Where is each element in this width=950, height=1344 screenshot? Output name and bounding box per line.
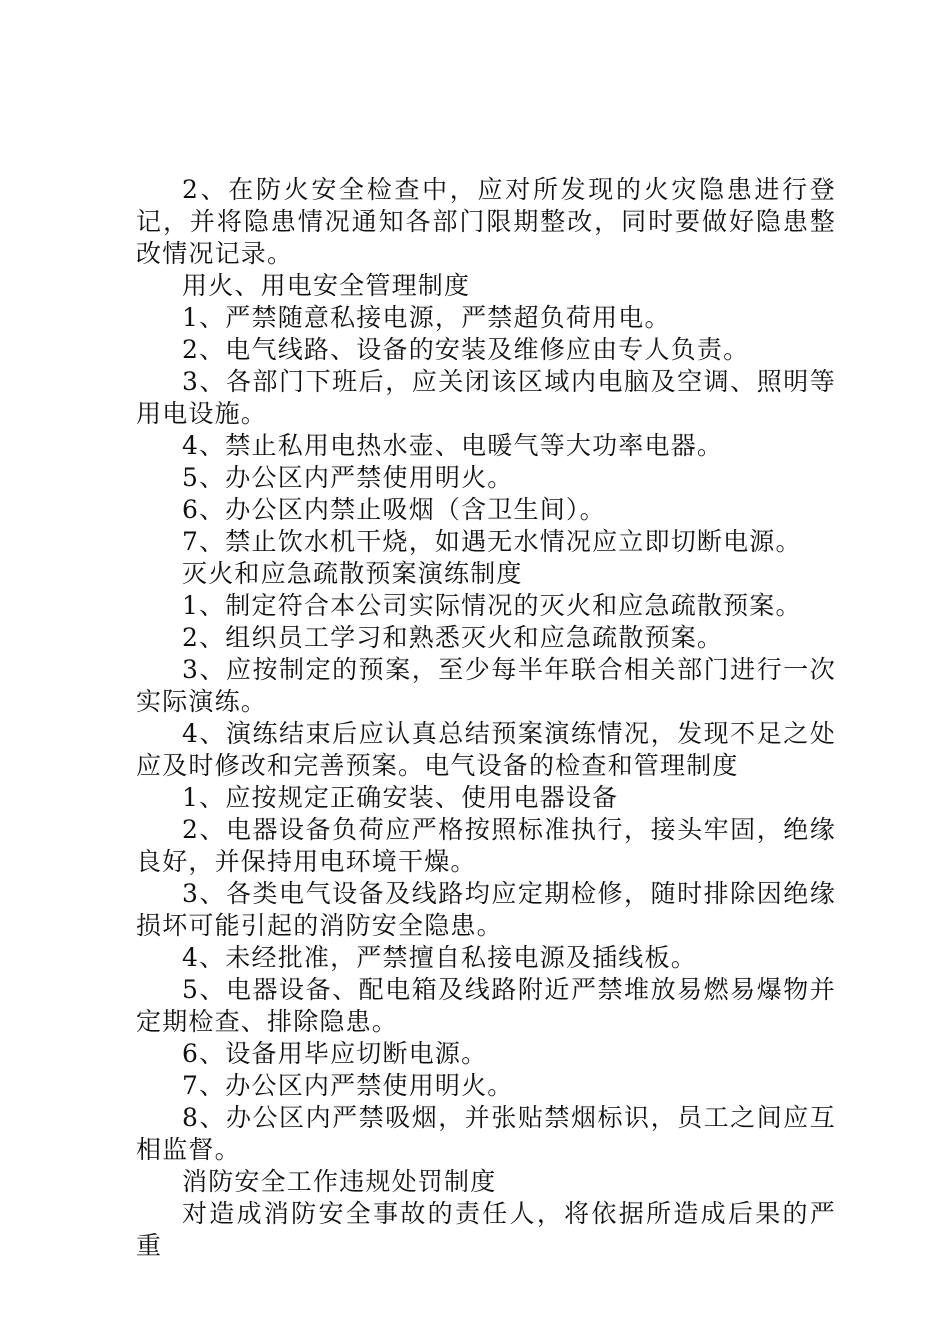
paragraph: 7、禁止饮水机干烧，如遇无水情况应立即切断电源。 [182, 527, 802, 556]
paragraph: 5、办公区内严禁使用明火。 [182, 463, 514, 492]
paragraph: 2、电气线路、设备的安装及维修应由专人负责。 [182, 335, 750, 364]
paragraph: 1、制定符合本公司实际情况的灭火和应急疏散预案。 [182, 591, 802, 620]
paragraph: 1、严禁随意私接电源，严禁超负荷用电。 [182, 303, 671, 332]
paragraph: 8、办公区内严禁吸烟，并张贴禁烟标识，员工之间应互相监督。 [136, 1103, 836, 1164]
paragraph: 3、各类电气设备及线路均应定期检修，随时排除因绝缘损坏可能引起的消防安全隐患。 [136, 879, 836, 940]
paragraph: 4、演练结束后应认真总结预案演练情况，发现不足之处应及时修改和完善预案。电气设备的检查和管理制度 [136, 719, 836, 780]
paragraph: 对造成消防安全事故的责任人，将依据所造成后果的严重 [136, 1199, 836, 1260]
paragraph: 1、应按规定正确安装、使用电器设备 [182, 783, 619, 812]
paragraph: 4、禁止私用电热水壶、电暖气等大功率电器。 [182, 431, 724, 460]
paragraph: 3、各部门下班后，应关闭该区域内电脑及空调、照明等用电设施。 [136, 367, 836, 428]
paragraph: 6、设备用毕应切断电源。 [182, 1039, 488, 1068]
paragraph: 7、办公区内严禁使用明火。 [182, 1071, 514, 1100]
document-body [136, 174, 836, 1262]
paragraph: 3、应按制定的预案，至少每半年联合相关部门进行一次实际演练。 [136, 655, 836, 716]
section-heading: 灭火和应急疏散预案演练制度 [182, 559, 523, 588]
section-heading: 消防安全工作违规处罚制度 [182, 1167, 497, 1196]
paragraph: 5、电器设备、配电箱及线路附近严禁堆放易燃易爆物并定期检查、排除隐患。 [136, 975, 836, 1036]
section-heading: 用火、用电安全管理制度 [182, 271, 471, 300]
paragraph: 2、组织员工学习和熟悉灭火和应急疏散预案。 [182, 623, 724, 652]
paragraph: 6、办公区内禁止吸烟（含卫生间）。 [182, 495, 606, 524]
paragraph: 2、电器设备负荷应严格按照标准执行，接头牢固，绝缘良好，并保持用电环境干燥。 [136, 815, 836, 876]
paragraph: 2、在防火安全检查中，应对所发现的火灾隐患进行登记，并将隐患情况通知各部门限期整改，同时要做好隐患整改情况记录。 [136, 175, 836, 268]
paragraph: 4、未经批准，严禁擅自私接电源及插线板。 [182, 943, 697, 972]
